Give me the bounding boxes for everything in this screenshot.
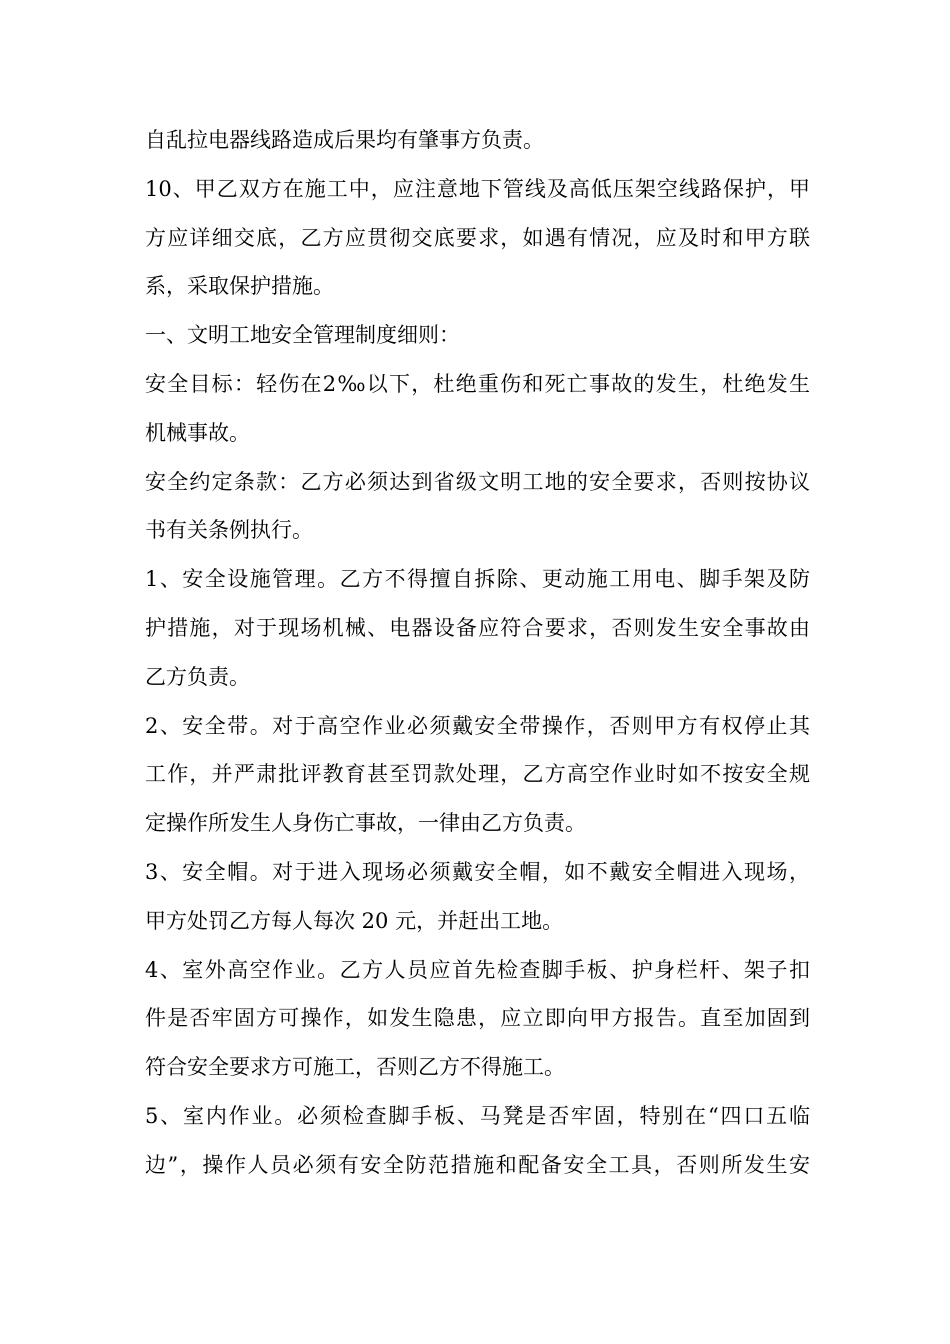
text-line: 5、室内作业。必须检查脚手板、马凳是否牢固，特别在“四口五临	[145, 1103, 810, 1128]
text-line: 3、安全帽。对于进入现场必须戴安全帽，如不戴安全帽进入现场，	[145, 859, 810, 884]
text-line: 工作，并严肃批评教育甚至罚款处理，乙方高空作业时如不按安全规	[145, 762, 810, 787]
text-line: 乙方负责。	[145, 664, 250, 689]
text-line: 1、安全设施管理。乙方不得擅自拆除、更动施工用电、脚手架及防	[145, 567, 810, 592]
text-line: 边”，操作人员必须有安全防范措施和配备安全工具，否则所发生安	[145, 1152, 810, 1177]
text-line: 方应详细交底，乙方应贯彻交底要求，如遇有情况，应及时和甲方联	[145, 225, 810, 250]
body-text	[145, 116, 810, 1190]
text-line: 安全约定条款：乙方必须达到省级文明工地的安全要求，否则按协议	[145, 469, 810, 494]
text-line: 定操作所发生人身伤亡事故，一律由乙方负责。	[145, 811, 586, 836]
text-line: 护措施，对于现场机械、电器设备应符合要求，否则发生安全事故由	[145, 615, 810, 640]
text-line: 机械事故。	[145, 420, 250, 445]
text-line: 10、甲乙双方在施工中，应注意地下管线及高低压架空线路保护，甲	[145, 176, 810, 201]
text-line: 符合安全要求方可施工，否则乙方不得施工。	[145, 1055, 565, 1080]
text-line: 安全目标：轻伤在2‰以下，杜绝重伤和死亡事故的发生，杜绝发生	[145, 371, 810, 396]
text-line: 自乱拉电器线路造成后果均有肇事方负责。	[145, 128, 544, 152]
text-line: 书有关条例执行。	[145, 518, 313, 543]
text-line: 2、安全带。对于高空作业必须戴安全带操作，否则甲方有权停止其	[145, 713, 810, 738]
text-line: 系，采取保护措施。	[145, 274, 334, 299]
text-line: 件是否牢固方可操作，如发生隐患，应立即向甲方报告。直至加固到	[145, 1006, 810, 1031]
section-heading: 一、文明工地安全管理制度细则：	[145, 323, 460, 348]
text-line: 甲方处罚乙方每人每次 20 元，并赶出工地。	[145, 908, 564, 933]
text-line: 4、室外高空作业。乙方人员应首先检查脚手板、护身栏杆、架子扣	[145, 957, 810, 982]
